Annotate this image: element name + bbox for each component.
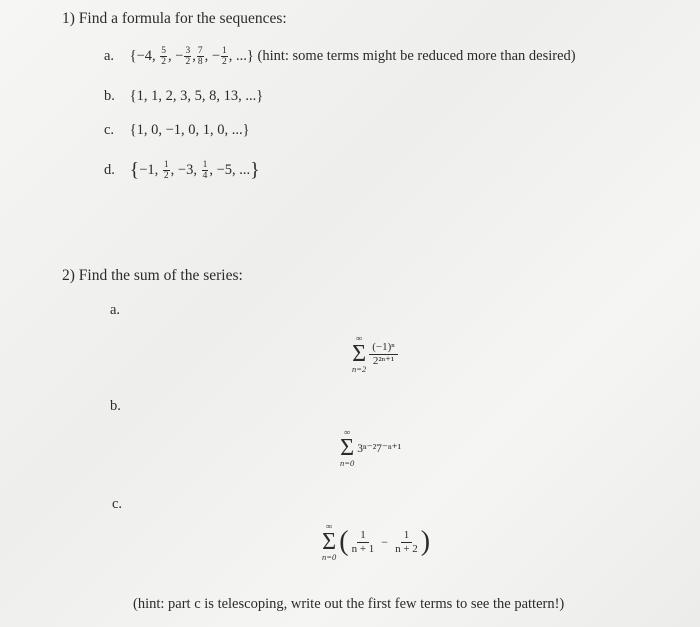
q1-a-f3-num: 7 [197, 46, 203, 56]
q1-a-fraction-3 [197, 46, 204, 67]
q2-b-lower-limit: n=0 [340, 458, 355, 468]
q1-d-f1-den: 2 [163, 171, 169, 181]
q1-a-f1-num: 5 [161, 46, 167, 56]
q1-a-close: , ...} [228, 47, 254, 64]
q1-a-hint: (hint: some terms might be reduced more than desired) [257, 47, 576, 64]
q1-a-term-1: −4, [136, 47, 156, 64]
q1-a-f4-den: 2 [222, 57, 227, 67]
q2-b-series [340, 428, 401, 468]
q2-c-sigma-group [322, 522, 336, 562]
q2-b-label: b. [110, 398, 121, 414]
q1-d-term-2: , −3, [170, 161, 197, 178]
q1-part-a [104, 46, 576, 67]
q2-a-numerator: (−1)ⁿ [369, 341, 398, 355]
q2-c-right-paren: ) [420, 526, 431, 557]
q1-d-fraction-1 [163, 160, 170, 181]
q1-c-sequence: {1, 0, −1, 0, 1, 0, ...} [129, 122, 250, 138]
q2-c-sigma: Σ [322, 529, 337, 555]
q1-d-term-1: −1, [139, 161, 159, 178]
q2-b-term: 3ⁿ⁻²7⁻ⁿ⁺¹ [357, 443, 402, 455]
q2-c-series [322, 522, 430, 562]
q1-d-f2-den: 4 [202, 171, 208, 181]
q1-a-f4-num: 1 [222, 46, 227, 56]
q1-a-label: a. [104, 47, 115, 64]
q2-c-fraction-2 [392, 529, 421, 556]
q2-c-lower-limit: n=0 [322, 552, 337, 562]
q1-d-f1-num: 1 [163, 160, 169, 170]
q2-c-fraction-1 [349, 529, 378, 556]
q1-a-f1-den: 2 [161, 57, 167, 67]
q1-a-fraction-2 [184, 46, 191, 67]
q2-c-f1-den: n + 1 [351, 542, 375, 555]
q2-c-minus: − [381, 534, 389, 549]
q1-a-sep-2: , [192, 47, 196, 64]
q1-d-rest-terms: , −5, ... [209, 161, 251, 178]
q2-a-label: a. [110, 302, 121, 318]
q1-a-f2-num: 3 [185, 46, 191, 56]
question-1-title: 1) Find a formula for the sequences: [62, 10, 287, 27]
q1-a-sep-3: , − [204, 47, 221, 64]
q1-d-f2-num: 1 [202, 160, 208, 170]
q2-c-upper-limit: ∞ [326, 521, 333, 531]
q2-a-series [352, 334, 398, 374]
q2-b-sigma: Σ [340, 435, 355, 461]
q2-a-sigma-group [352, 334, 366, 374]
q1-d-close-brace: } [250, 159, 260, 181]
q1-a-sep-1: , − [168, 47, 184, 64]
q2-c-f1-num: 1 [357, 529, 369, 543]
q1-a-fraction-1 [160, 46, 167, 67]
q1-a-fraction-4 [221, 46, 228, 67]
q1-b-sequence: {1, 1, 2, 3, 5, 8, 13, ...} [129, 88, 264, 104]
q1-part-d [104, 159, 260, 182]
q1-part-c [104, 122, 250, 139]
q2-hint: (hint: part c is telescoping, write out the first few terms to see the pattern!) [133, 596, 565, 612]
q2-c-label: c. [112, 496, 123, 512]
q1-a-f3-den: 8 [197, 57, 203, 67]
q2-c-f2-den: n + 2 [395, 542, 418, 555]
q1-b-label: b. [104, 88, 115, 104]
q1-d-fraction-2 [202, 160, 209, 181]
q2-a-term [369, 341, 398, 368]
q2-b-sigma-group [340, 428, 354, 468]
q1-part-b [104, 88, 263, 105]
q1-a-f2-den: 2 [185, 57, 191, 67]
q2-c-f2-num: 1 [401, 529, 413, 543]
q2-a-upper-limit: ∞ [356, 333, 363, 343]
question-2-title: 2) Find the sum of the series: [62, 267, 243, 284]
q2-a-lower-limit: n=2 [352, 364, 367, 374]
q1-c-label: c. [104, 122, 115, 138]
q2-a-denominator: 2²ⁿ⁺¹ [372, 354, 395, 367]
q1-d-label: d. [104, 161, 115, 178]
q2-c-left-paren: ( [339, 526, 349, 557]
q2-a-sigma: Σ [352, 341, 367, 367]
q1-a-open-brace: { [129, 47, 137, 64]
q1-d-open-brace: { [129, 159, 140, 181]
q2-b-upper-limit: ∞ [344, 427, 351, 437]
